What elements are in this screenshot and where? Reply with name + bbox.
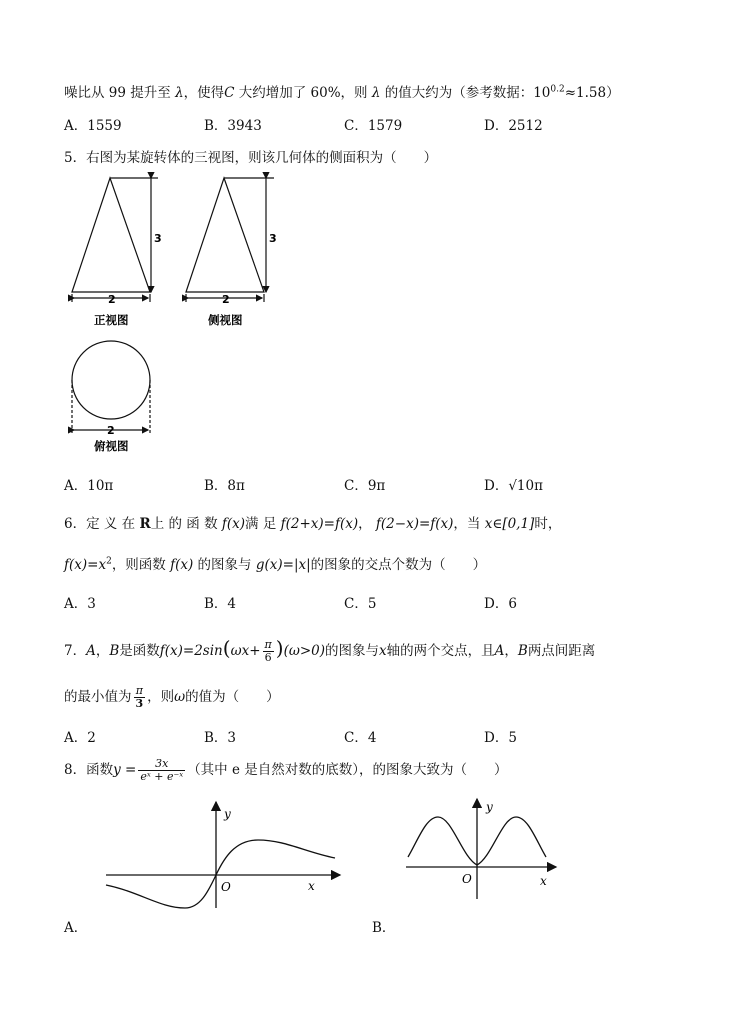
point-b: B — [517, 643, 528, 659]
function-expr: f(x)=2sin — [159, 643, 223, 659]
function-fraction: $\frac{3x}{\text{eˣ + e⁻ˣ}}$ — [140, 757, 184, 783]
side-width-label: 2 — [222, 293, 230, 306]
option-b[interactable]: B．3943 — [204, 118, 262, 134]
q6-text: 6．定 义 在 — [64, 516, 140, 532]
q6-line-1 — [64, 512, 561, 532]
side-view-caption: 侧视图 — [208, 313, 243, 327]
curve-a — [106, 840, 335, 908]
point-a: A — [494, 643, 505, 659]
q5-options — [64, 474, 684, 492]
option-a[interactable]: A．3 — [64, 596, 96, 612]
condition-1: f(2+x)=f(x) — [280, 516, 359, 532]
q7-text: ，则 — [147, 689, 175, 705]
pi-over-6: $\frac{\pi}{6}$ — [264, 638, 272, 664]
q5-stem: 5．右图为某旋转体的三视图，则该几何体的侧面积为（ ） — [64, 150, 438, 166]
top-view-circle — [72, 341, 150, 434]
gx-equals: g(x)=|x| — [255, 557, 311, 573]
lambda-symbol: λ — [175, 85, 184, 101]
q8-text: 8．函数 — [64, 762, 114, 778]
q6-line-2 — [64, 553, 486, 573]
exponent: 0.2 — [550, 84, 565, 95]
y-axis-label: y — [486, 800, 493, 814]
q7-text: 的图象与 — [325, 643, 380, 659]
point-b: B — [109, 643, 120, 659]
q7-text: ， — [504, 643, 518, 659]
option-d[interactable]: D．2512 — [484, 118, 543, 134]
real-set-symbol: R — [139, 516, 151, 532]
side-height-label: 3 — [269, 232, 277, 245]
option-d[interactable]: D．6 — [484, 596, 517, 612]
q6-options — [64, 592, 684, 610]
q4-text: 的值大约为（参考数据：10 — [380, 85, 551, 101]
graph-a — [100, 800, 350, 910]
front-view-triangle — [72, 178, 158, 302]
front-width-label: 2 — [108, 293, 116, 306]
q7-text: 的最小值为 — [64, 689, 132, 705]
q7-text: 的值为（ ） — [185, 689, 280, 705]
q7-options — [64, 726, 684, 744]
q6-text: ，则函数 — [111, 557, 171, 573]
q4-tail-line — [64, 81, 620, 101]
option-b[interactable]: B．3 — [204, 730, 237, 746]
option-a[interactable]: A．2 — [64, 730, 96, 746]
q4-text: ，使得 — [183, 85, 225, 101]
graph-a-option[interactable]: A． — [64, 920, 88, 936]
q6-text: 的图象与 — [193, 557, 256, 573]
front-height-label: 3 — [154, 232, 162, 245]
q4-text: ≈1.58） — [564, 85, 620, 101]
c-symbol: C — [224, 85, 235, 101]
function-arg: ωx+ — [230, 643, 261, 659]
option-b[interactable]: B．8π — [204, 478, 245, 494]
side-view-triangle — [186, 178, 274, 302]
option-b[interactable]: B．4 — [204, 596, 237, 612]
option-c[interactable]: C．9π — [344, 478, 386, 494]
q4-text: 噪比从 99 提升至 — [64, 85, 176, 101]
q6-text: 的图象的交点个数为（ ） — [310, 557, 487, 573]
x-symbol: x — [379, 643, 387, 659]
y-equals: y = — [113, 762, 137, 778]
x-axis-label: x — [540, 874, 547, 888]
top-view-caption: 俯视图 — [94, 439, 129, 453]
q6-text: ，当 — [453, 516, 485, 532]
origin-label: O — [462, 872, 472, 886]
q6-text: ， — [358, 516, 372, 532]
option-d[interactable]: D．5 — [484, 730, 517, 746]
q6-text: 时， — [534, 516, 562, 532]
q7-text: 轴的两个交点，且 — [386, 643, 495, 659]
front-view-caption: 正视图 — [94, 313, 129, 327]
interval: x∈[0,1] — [484, 516, 535, 532]
three-view-figure — [62, 172, 302, 452]
y-axis-label: y — [224, 807, 231, 821]
graph-b — [400, 795, 560, 900]
q6-text: 上 的 函 数 — [150, 516, 222, 532]
fx-equals: f(x)=x — [64, 557, 107, 573]
q4-text: 大约增加了 60%，则 — [234, 85, 372, 101]
lambda-symbol: λ — [371, 85, 381, 101]
q7-line-2 — [64, 685, 280, 710]
q6-text: 满 足 — [245, 516, 281, 532]
pi-over-3: $\frac{\pi}{3}$ — [135, 684, 144, 710]
option-d[interactable]: D．√10π — [484, 478, 543, 494]
q4-options — [64, 114, 684, 132]
option-c[interactable]: C．1579 — [344, 118, 403, 134]
x-axis-label: x — [308, 879, 315, 893]
q7-text: 两点间距离 — [527, 643, 596, 659]
top-diameter-label: 2 — [107, 424, 115, 437]
omega-symbol: ω — [174, 689, 186, 705]
option-c[interactable]: C．4 — [344, 730, 377, 746]
fx-symbol: f(x) — [221, 516, 246, 532]
option-c[interactable]: C．5 — [344, 596, 377, 612]
condition-2: f(2−x)=f(x) — [375, 516, 454, 532]
option-a[interactable]: A．1559 — [64, 118, 122, 134]
q7-text: 7． — [64, 643, 87, 659]
q7-text: 是函数 — [119, 643, 160, 659]
exponent: 2 — [106, 556, 112, 567]
fx-symbol: f(x) — [170, 557, 194, 573]
graph-b-option[interactable]: B． — [372, 920, 396, 936]
q7-text: ， — [95, 643, 110, 659]
q8-text: （其中 e 是自然对数的底数），的图象大致为（ ） — [187, 762, 508, 778]
point-a: A — [86, 643, 96, 659]
omega-condition: (ω>0) — [283, 643, 326, 659]
q7-line-1: 7．A，B是函数f(x)=2sin(ωx+ $\frac{\pi}{6}$ )(ω>0)的图象与x轴的两个交点，且A，B两点间距离 — [64, 636, 596, 664]
q8-stem — [64, 758, 508, 783]
option-a[interactable]: A．10π — [64, 478, 114, 494]
origin-label: O — [221, 880, 231, 894]
